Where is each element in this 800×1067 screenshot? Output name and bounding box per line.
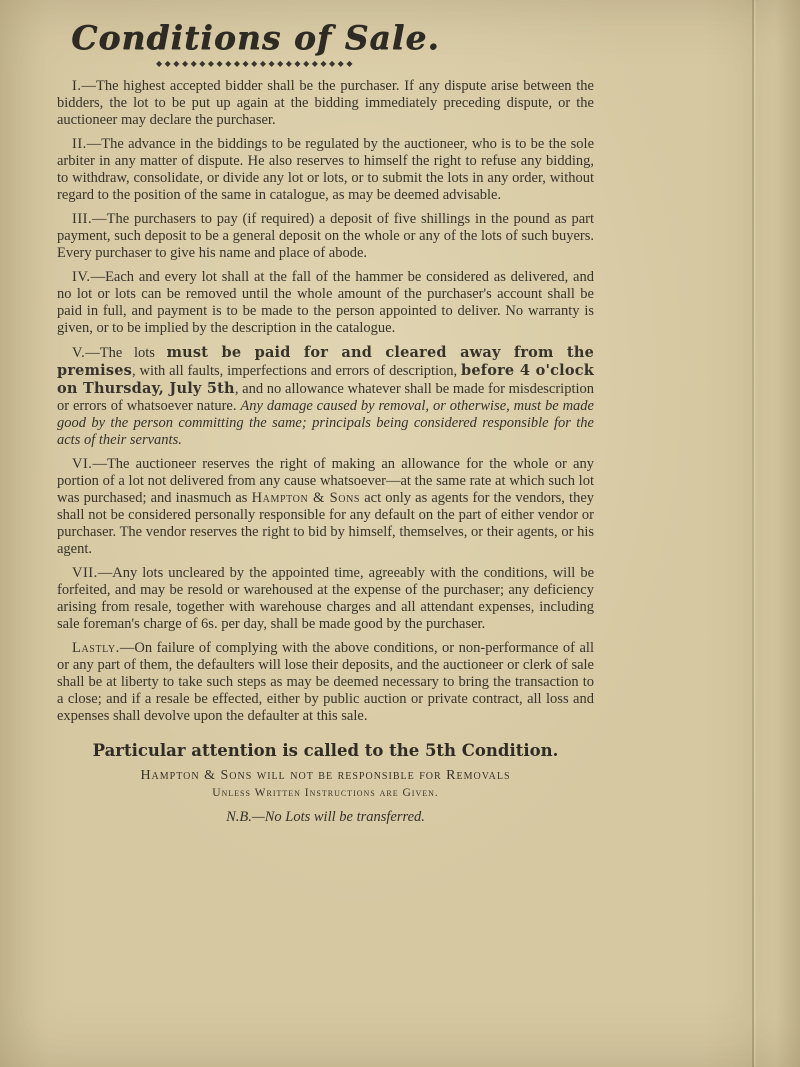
condition-2 xyxy=(57,136,594,204)
notice-heading: Particular attention is called to the 5th Condition. xyxy=(92,741,559,761)
ornament-divider: ◆◆◆◆◆◆◆◆◆◆◆◆◆◆◆◆◆◆◆◆◆◆◆ xyxy=(155,59,355,69)
document-header xyxy=(57,20,594,68)
condition-text: —The lots xyxy=(85,345,167,362)
condition-label: VI. xyxy=(72,456,93,473)
condition-label: III. xyxy=(72,211,93,228)
condition-text: —Any lots uncleared by the appointed time, agreeably with the conditions, will be forfeited, and may be resold or warehoused at the expense of the purchaser; any deficiency arising from resale, together with warehouse charges and all attendant expenses, including sale foreman's charge of 6s. per day, shall be made good by the purchaser. xyxy=(57,565,594,633)
page-content xyxy=(57,20,594,826)
condition-label: VII. xyxy=(72,565,98,582)
condition-text: —The auctioneer reserves the right of making an allowance for the whole or any portion of a lot not delivered from any cause whatsoever—at the same rate at which such lot was purchased; and inasmuch as xyxy=(57,456,594,507)
page-title: Conditions of Sale. xyxy=(71,18,440,57)
condition-text: —The highest accepted bidder shall be the purchaser. If any dispute arise between the bidders, the lot to be put up again at the bidding immediately preceding dispute, or the auctioneer may declare the purchaser. xyxy=(57,78,594,129)
condition-text: —Each and every lot shall at the fall of the hammer be considered as delivered, and no lot or lots can be removed until the whole amount of the purchaser's account shall be paid in full, and payment is to be made to the person appointed to deliver. No warranty is given, or to be implied by the description in the catalogue. xyxy=(57,269,594,337)
conditions-list xyxy=(57,78,594,725)
condition-label: Lastly. xyxy=(72,640,120,657)
condition-text: —The advance in the biddings to be regulated by the auctioneer, who is to be the sole arbiter in any matter of dispute. He also reserves to himself the right to refuse any bidding, to withdraw, consolidate, or divide any lot or lots, or to submit the lots in any order, without regard to the position of the same in catalogue, as may be deemed advisable. xyxy=(57,136,594,204)
condition-text: act only as agents for the vendors, they shall not be considered personally responsible for any default on the part of either vendor or purchaser. The vendor reserves the right to bid by himself, themselves, or their agents, or his agent. xyxy=(57,490,595,558)
condition-text: —On failure of complying with the above conditions, or non-performance of all or any part of them, the defaulters will lose their deposits, and the auctioneer or clerk of sale shall be at liberty to take such steps as may be deemed necessary to bring the transaction to a close; and if a resale be effected, either by public auction or private contract, all loss and expenses shall devolve upon the defaulter at this sale. xyxy=(57,640,594,725)
condition-6 xyxy=(57,456,594,558)
condition-text: Any damage caused by removal, or otherwise, must be made good by the person committing the same; principals being considered responsible for the acts of their servants. xyxy=(57,398,594,449)
condition-label: V. xyxy=(72,345,86,362)
condition-4 xyxy=(57,269,594,337)
condition-text: —The purchasers to pay (if required) a deposit of five shillings in the pound as part payment, such deposit to be a general deposit on the whole or any of the lots of such buyers. Every purchaser to give his name and place of abode. xyxy=(57,211,594,262)
condition-lastly xyxy=(57,640,594,725)
condition-text: , with all faults, imperfections and errors of description, xyxy=(132,363,462,380)
condition-text: before 4 o'clock on Thursday, July 5th xyxy=(57,362,594,398)
condition-text: , and no allowance whatever shall be made for misdescription or errors of whatsoever nature. xyxy=(57,381,594,415)
paper-crease xyxy=(752,0,754,1067)
condition-label: II. xyxy=(72,136,87,153)
condition-label: I. xyxy=(72,78,82,95)
condition-1 xyxy=(57,78,594,129)
condition-7 xyxy=(57,565,594,633)
notice-line-instructions: Unless Written Instructions are Given. xyxy=(212,787,439,800)
notice-section xyxy=(57,741,594,826)
condition-5 xyxy=(57,344,594,449)
notice-line-responsibility: Hampton & Sons will not be responsible for Removals xyxy=(140,768,511,784)
nota-bene: N.B.—No Lots will be transferred. xyxy=(226,809,425,826)
condition-label: IV. xyxy=(72,269,91,286)
condition-3 xyxy=(57,211,594,262)
condition-text: Hampton & Sons xyxy=(251,490,361,507)
condition-text: must be paid for and cleared away from the premises xyxy=(57,344,594,380)
